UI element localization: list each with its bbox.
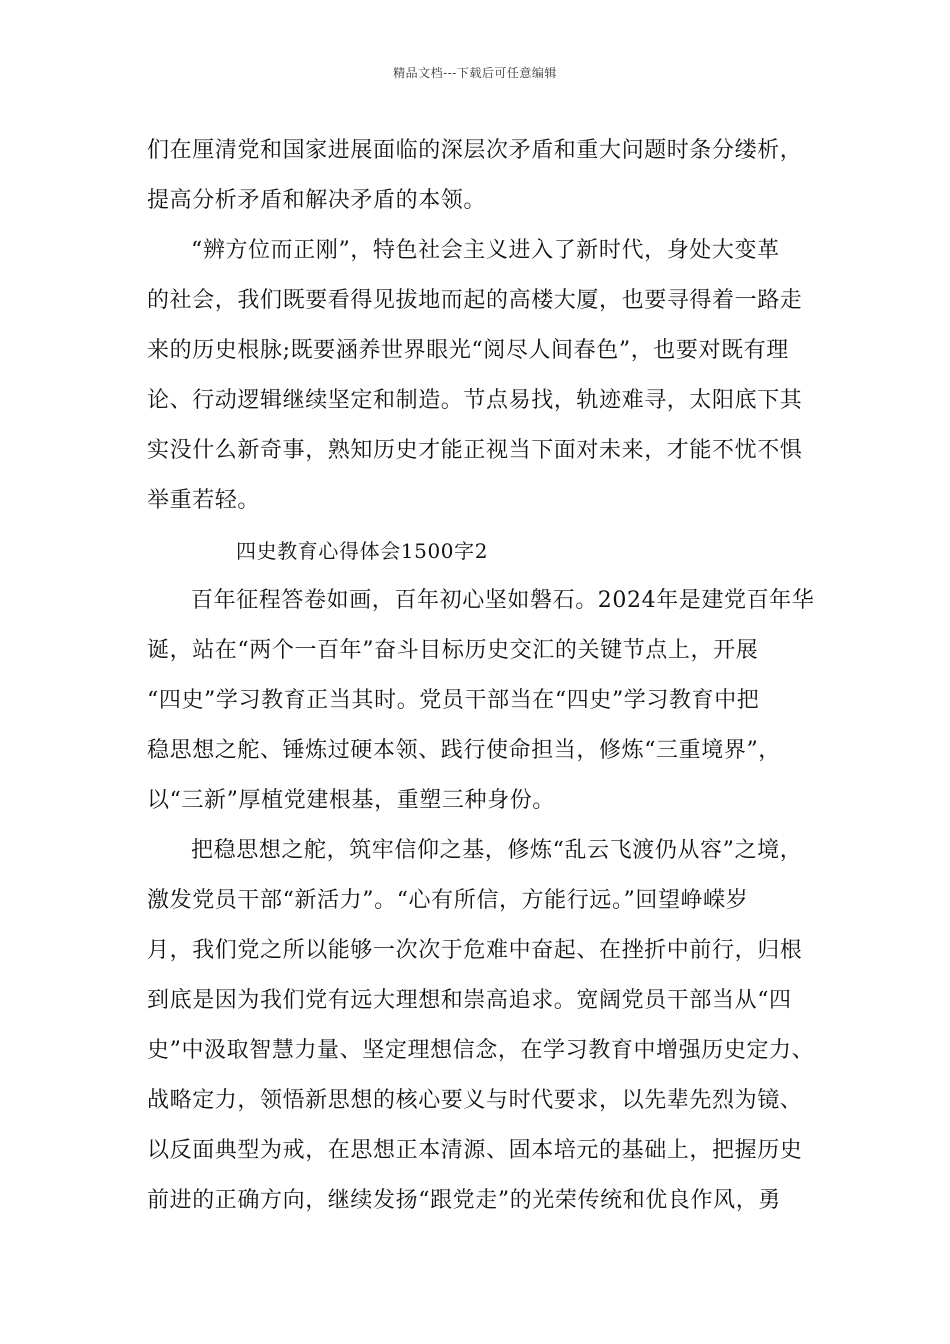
paragraph-start-line: 百年征程答卷如画，百年初心坚如磐石。2024年是建党百年华 [191, 588, 815, 613]
paragraph-start-line: “辨方位而正刚”，特色社会主义进入了新时代，身处大变革 [191, 238, 780, 263]
text-line: 以反面典型为戒，在思想正本清源、固本培元的基础上，把握历史 [147, 1138, 803, 1163]
text-line: 前进的正确方向，继续发扬“跟党走”的光荣传统和优良作风，勇 [147, 1188, 781, 1213]
text-line: 到底是因为我们党有远大理想和崇高追求。宽阔党员干部当从“四 [147, 988, 792, 1013]
section-title: 四史教育心得体会1500字2 [236, 539, 489, 563]
text-line: 的社会，我们既要看得见拔地而起的高楼大厦，也要寻得着一路走 [147, 288, 803, 313]
text-line: 月，我们党之所以能够一次次于危难中奋起、在挫折中前行，归根 [147, 938, 803, 963]
text-line: “四史”学习教育正当其时。党员干部当在“四史”学习教育中把 [147, 688, 760, 713]
text-line: 论、行动逻辑继续坚定和制造。节点易找，轨迹难寻，太阳底下其 [147, 388, 803, 413]
text-line: 稳思想之舵、锤炼过硬本领、践行使命担当，修炼“三重境界”， [147, 738, 781, 763]
text-line: 提高分析矛盾和解决矛盾的本领。 [147, 188, 487, 213]
page-header: 精品文档---下载后可任意编辑 [393, 66, 557, 80]
text-line: 以“三新”厚植党建根基，重塑三种身份。 [147, 788, 555, 813]
text-line: 来的历史根脉;既要涵养世界眼光“阅尽人间春色”，也要对既有理 [147, 338, 789, 363]
text-line: 们在厘清党和国家进展面临的深层次矛盾和重大问题时条分缕析， [147, 138, 803, 163]
text-line: 实没什么新奇事，熟知历史才能正视当下面对未来，才能不忧不惧 [147, 438, 803, 463]
paragraph-start-line: 把稳思想之舵，筑牢信仰之基，修炼“乱云飞渡仍从容”之境， [191, 838, 803, 863]
text-line: 诞，站在“两个一百年”奋斗目标历史交汇的关键节点上，开展 [147, 638, 759, 663]
text-line: 史”中汲取智慧力量、坚定理想信念，在学习教育中增强历史定力、 [147, 1038, 815, 1063]
text-line: 战略定力，领悟新思想的核心要义与时代要求，以先辈先烈为镜、 [147, 1088, 803, 1113]
text-line: 举重若轻。 [147, 488, 261, 513]
text-line: 激发党员干部“新活力”。“心有所信，方能行远。”回望峥嵘岁 [147, 888, 749, 913]
